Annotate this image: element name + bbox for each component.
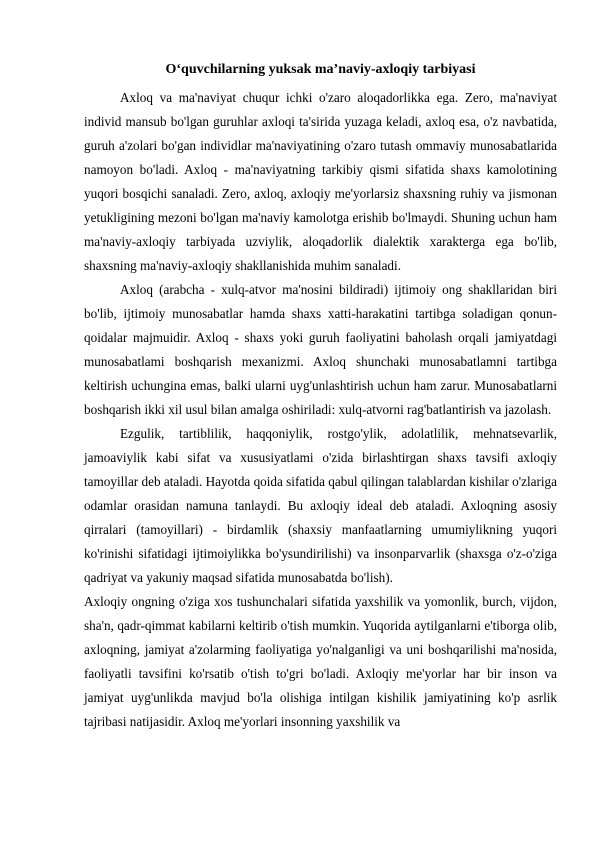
paragraph-axloq-definition: Axloq (arabcha - xulq-atvor ma'nosini bildiradi) ijtimoiy ong shakllaridan biri bo'lib, ijtimoiy munosabatlar hamda shaxs xatti-harakatini tartibga soladigan qonun-qoidalar majmuidir. Axloq - shaxs yoki guruh faoliyatini baholash orqali jamiyatdagi munosabatlami boshqarish mexanizmi. Axloq shunchaki munosabatlamni tartibga keltirish uchungina emas, balki ularni uyg'unlashtirish uchun ham zarur. Munosabatlarni boshqarish ikki xil usul bilan amalga oshiriladi: xulq-atvorni rag'batlantirish va jazolash. — [84, 282, 557, 417]
paragraph-axloqiy-ong: Axloqiy ongning o'ziga xos tushunchalari sifatida yaxshilik va yomonlik, burch, vijdon, sha'n, qadr-qimmat kabilarni keltirib o'tish mumkin. Yuqorida aytilganlarni e'tiborga olib, axloqning, jamiyat a'zolarming faoliyatiga yo'nalganligi va uni boshqarilishi ma'nosida, faoliyatli tavsifini ko'rsatib o'tish to'gri bo'ladi. Axloqiy me'yorlar har bir inson va jamiyat uyg'unlikda mavjud bo'la olishiga intilgan kishilik jamiyatining ko'p asrlik tajribasi natijasidir. Axloq me'yorlari insonning yaxshilik va — [84, 594, 557, 729]
paragraph-axloq-manaviyat: Axloq va ma'naviyat chuqur ichki o'zaro aloqadorlikka ega. Zero, ma'naviyat individ mansub bo'lgan guruhlar axloqi ta'sirida yuzaga keladi, axloq esa, o'z navbatida, guruh a'zolari bo'gan individlar ma'naviyatining o'zaro tutash ommaviy munosabatlarida namoyon bo'ladi. Axloq - ma'naviyatning tarkibiy qismi sifatida shaxs kamolotining yuqori bosqichi sanaladi. Zero, axloq, axloqiy me'yorlarsiz shaxsning ruhiy va jismonan yetukligining mezoni bo'lgan ma'naviy kamolotga erishib bo'lmaydi. Shuning uchun ham ma'naviy-axloqiy tarbiyada uzviylik, aloqadorlik dialektik xarakterga ega bo'lib, shaxsning ma'naviy-axloqiy shakllanishida muhim sanaladi. — [84, 90, 557, 273]
document-page — [84, 58, 557, 734]
paragraph-axloqiy-tamoyillar: Ezgulik, tartiblilik, haqqoniylik, rostgo'ylik, adolatlilik, mehnatsevarlik, jamoaviylik kabi sifat va xususiyatlami o'zida birlashtirgan shaxs tavsifi axloqiy tamoyillar deb ataladi. Hayotda qoida sifatida qabul qilingan talablardan kishilar o'zlariga odamlar orasidan namuna tanlaydi. Bu axloqiy ideal deb ataladi. Axloqning asosiy qirralari (tamoyillari) - birdamlik (shaxsiy manfaatlarning umumiylikning yuqori ko'rinishi sifatidagi ijtimoiylikka bo'ysundirilishi) va insonparvarlik (shaxsga o'z-o'ziga qadriyat va yakuniy maqsad sifatida munosabatda bo'lish). — [84, 426, 557, 585]
document-title: O‘quvchilarning yuksak ma’naviy-axloqiy tarbiyasi — [165, 62, 476, 77]
